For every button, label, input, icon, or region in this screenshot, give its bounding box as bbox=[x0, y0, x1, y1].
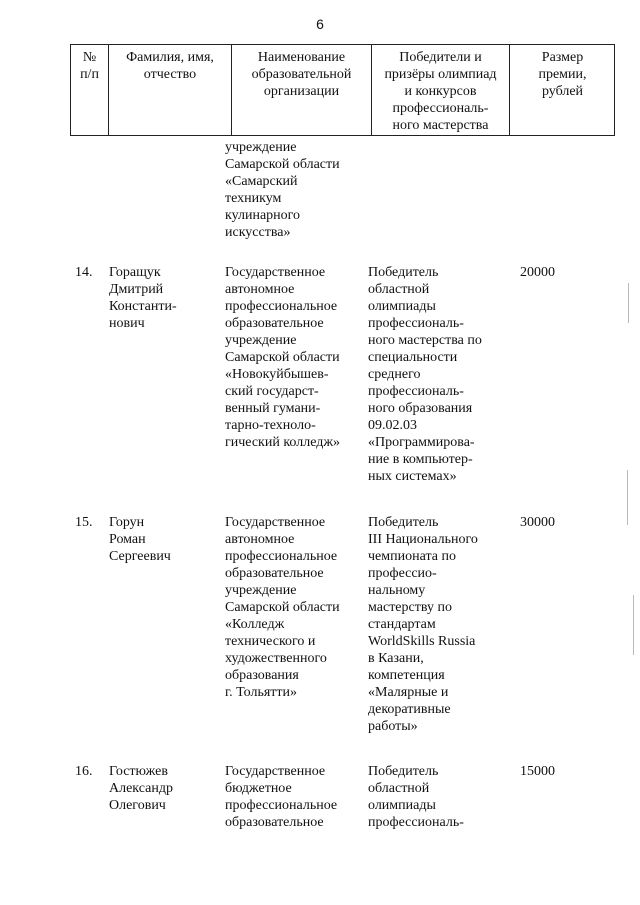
continuation-org: учреждение Самарской области «Самарский техникум кулинарного искусства» bbox=[225, 140, 340, 240]
row-organization: Государственное бюджетное профессиональное образовательное bbox=[225, 764, 338, 830]
row-name: Горащук Дмитрий Константи- нович bbox=[109, 265, 177, 331]
header-full-name: Фамилия, имя, отчество bbox=[109, 45, 232, 135]
scan-mark bbox=[628, 283, 629, 323]
row-number: 15. bbox=[75, 515, 93, 530]
row-number: 14. bbox=[75, 265, 93, 280]
row-prize: 30000 bbox=[520, 515, 555, 530]
row-winner: Победитель III Национального чемпионата по профессио- нальному мастерству по стандартам WorldSkills Russia в Казани, компетенция «Малярные и декоративные работы» bbox=[368, 515, 478, 734]
header-number: № п/п bbox=[71, 45, 109, 135]
scan-mark bbox=[633, 595, 634, 655]
row-organization: Государственное автономное профессиональное образовательное учреждение Самарской области «Колледж технического и художественного образования г. Тольятти» bbox=[225, 515, 340, 700]
scan-mark bbox=[627, 470, 628, 525]
header-winners: Победители и призёры олимпиад и конкурсов профессиональ- ного мастерства bbox=[372, 45, 510, 135]
row-prize: 15000 bbox=[520, 764, 555, 779]
row-winner: Победитель областной олимпиады профессиональ- ного мастерства по специальности среднего профессиональ- ного образования 09.02.03 «Программирова- ние в компьютер- ных системах» bbox=[368, 265, 482, 484]
row-prize: 20000 bbox=[520, 265, 555, 280]
header-organization: Наименование образовательной организации bbox=[232, 45, 372, 135]
page-number: 6 bbox=[316, 16, 324, 32]
header-prize: Размер премии, рублей bbox=[538, 50, 587, 99]
row-name: Горун Роман Сергеевич bbox=[109, 515, 171, 564]
row-winner: Победитель областной олимпиады профессиональ- bbox=[368, 764, 464, 830]
row-name: Гостюжев Александр Олегович bbox=[109, 764, 173, 813]
row-organization: Государственное автономное профессиональное образовательное учреждение Самарской области «Новокуйбышев- ский государст- венный гумани- тарно-техноло- гический колледж» bbox=[225, 265, 341, 450]
table-header bbox=[70, 44, 615, 136]
row-number: 16. bbox=[75, 764, 93, 779]
